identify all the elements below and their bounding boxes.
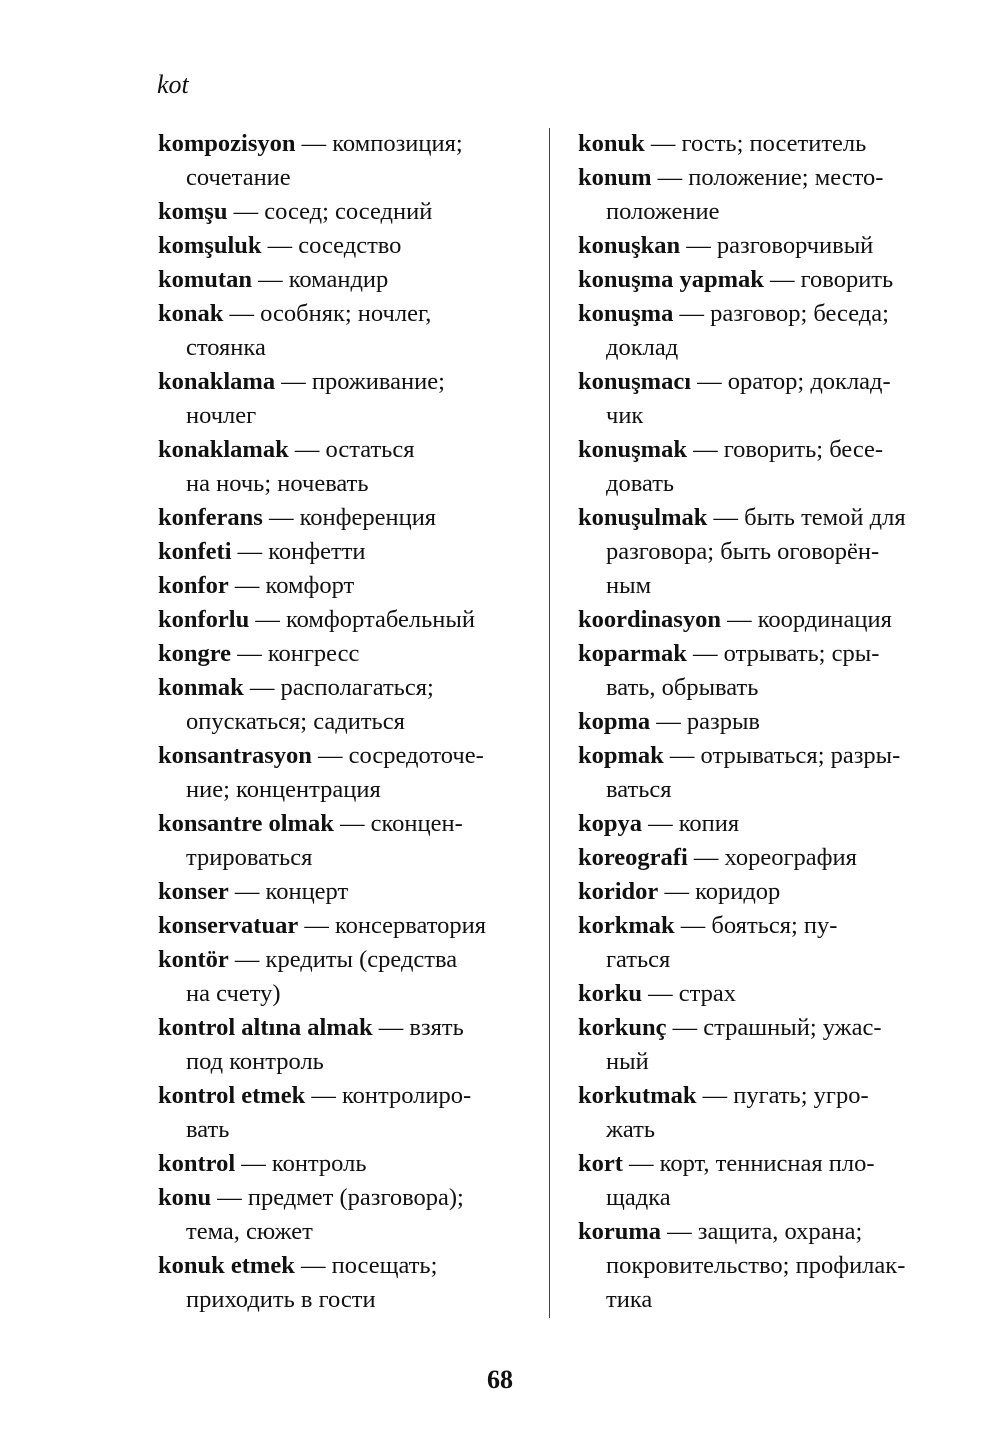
headword: konuk (578, 130, 645, 157)
definition-text: сочетание (186, 164, 291, 191)
dictionary-entry (158, 1249, 530, 1317)
entry-continuation-line (578, 569, 958, 603)
entry-first-line (578, 263, 958, 297)
definition-text: на ночь; ночевать (186, 470, 369, 497)
dictionary-entry (158, 807, 530, 875)
definition-text: — страшный; ужас- (672, 1014, 882, 1041)
definition-text: — сосредоточе- (317, 742, 484, 769)
dictionary-entry (578, 263, 958, 297)
headword: konum (578, 164, 652, 191)
definition-text: чик (606, 402, 644, 429)
entry-first-line (158, 943, 530, 977)
entry-first-line (158, 297, 530, 331)
entry-first-line (578, 433, 958, 467)
dictionary-entry (158, 1079, 530, 1147)
dictionary-entry (578, 501, 958, 603)
definition-text: — гость; посетитель (650, 130, 867, 157)
headword: kontrol altına almak (158, 1014, 373, 1041)
entry-first-line (158, 603, 530, 637)
dictionary-entry (158, 127, 530, 195)
headword: koridor (578, 878, 659, 905)
dictionary-entry (578, 1147, 958, 1215)
definition-text: — корт, теннисная пло- (629, 1150, 875, 1177)
entry-first-line (578, 1215, 958, 1249)
headword: konferans (158, 504, 263, 531)
definition-text: — разговорчивый (686, 232, 874, 259)
headword: konservatuar (158, 912, 299, 939)
entry-first-line (158, 637, 530, 671)
definition-text: — защита, охрана; (667, 1218, 863, 1245)
definition-text: — конгресс (237, 640, 360, 667)
entry-first-line (158, 807, 530, 841)
definition-text: — комфортабельный (255, 606, 475, 633)
entry-continuation-line (578, 1113, 958, 1147)
headword: konu (158, 1184, 212, 1211)
definition-text: вать (186, 1116, 230, 1143)
entry-first-line (578, 603, 958, 637)
dictionary-entry (158, 535, 530, 569)
headword: konfor (158, 572, 229, 599)
headword: konuşma (578, 300, 674, 327)
dictionary-entry (158, 671, 530, 739)
dictionary-entry (578, 297, 958, 365)
definition-text: — конфетти (237, 538, 366, 565)
dictionary-entry (158, 229, 530, 263)
definition-text: — концерт (234, 878, 349, 905)
entry-continuation-line (578, 1181, 958, 1215)
headword: kort (578, 1150, 623, 1177)
definition-text: трироваться (186, 844, 313, 871)
entry-first-line (158, 365, 530, 399)
entry-continuation-line (158, 1283, 530, 1317)
dictionary-entry (578, 433, 958, 501)
dictionary-entry (578, 705, 958, 739)
headword: kongre (158, 640, 232, 667)
definition-text: — контролиро- (311, 1082, 472, 1109)
definition-text: — конференция (268, 504, 437, 531)
definition-text: опускаться; садиться (186, 708, 405, 735)
definition-text: — говорить; бесе- (693, 436, 884, 463)
definition-text: — копия (648, 810, 740, 837)
entry-first-line (578, 1147, 958, 1181)
definition-text: — разрыв (656, 708, 761, 735)
headword: konser (158, 878, 229, 905)
entry-continuation-line (158, 841, 530, 875)
definition-text: — кредиты (средства (234, 946, 458, 973)
entry-continuation-line (158, 705, 530, 739)
entry-continuation-line (578, 1045, 958, 1079)
definition-text: гаться (606, 946, 671, 973)
entry-first-line (158, 1011, 530, 1045)
right-column (578, 127, 958, 1317)
dictionary-entry (158, 875, 530, 909)
definition-text: — располагаться; (249, 674, 434, 701)
definition-text: положение (606, 198, 720, 225)
headword: korkmak (578, 912, 675, 939)
dictionary-entry (578, 603, 958, 637)
entry-first-line (578, 705, 958, 739)
headword: koruma (578, 1218, 662, 1245)
headword: konuşkan (578, 232, 681, 259)
dictionary-entry (578, 1215, 958, 1317)
definition-text: щадка (606, 1184, 671, 1211)
definition-text: — сконцен- (339, 810, 463, 837)
dictionary-entry (158, 195, 530, 229)
dictionary-entry (578, 229, 958, 263)
definition-text: разговора; быть оговорён- (606, 538, 880, 565)
entry-continuation-line (158, 773, 530, 807)
entry-first-line (158, 909, 530, 943)
definition-text: ный (606, 1048, 649, 1075)
definition-text: — проживание; (281, 368, 445, 395)
entry-first-line (158, 535, 530, 569)
entry-continuation-line (158, 161, 530, 195)
dictionary-entry (158, 297, 530, 365)
definition-text: на счету) (186, 980, 281, 1007)
left-column (158, 127, 530, 1317)
definition-text: — оратор; доклад- (697, 368, 891, 395)
headword: komşu (158, 198, 228, 225)
definition-text: тема, сюжет (186, 1218, 313, 1245)
entry-first-line (578, 807, 958, 841)
dictionary-entry (158, 1147, 530, 1181)
headword: kopmak (578, 742, 664, 769)
page-number: 68 (487, 1365, 513, 1394)
headword: kompozisyon (158, 130, 296, 157)
dictionary-entry (158, 909, 530, 943)
definition-text: довать (606, 470, 675, 497)
entry-first-line (578, 365, 958, 399)
dictionary-entry (158, 637, 530, 671)
entry-first-line (578, 909, 958, 943)
dictionary-entry (578, 875, 958, 909)
dictionary-entry (578, 1011, 958, 1079)
definition-text: — коридор (664, 878, 781, 905)
entry-first-line (578, 501, 958, 535)
definition-text: ным (606, 572, 652, 599)
dictionary-entry (158, 943, 530, 1011)
entry-continuation-line (158, 331, 530, 365)
dictionary-entry (578, 909, 958, 977)
headword: konuk etmek (158, 1252, 295, 1279)
definition-text: — говорить (769, 266, 894, 293)
headword: korkunç (578, 1014, 667, 1041)
definition-text: ваться (606, 776, 672, 803)
entry-first-line (578, 1011, 958, 1045)
headword: konuşmak (578, 436, 687, 463)
dictionary-entry (578, 161, 958, 229)
dictionary-entry (578, 739, 958, 807)
entry-continuation-line (578, 1249, 958, 1283)
headword: kontrol (158, 1150, 236, 1177)
definition-text: — консерватория (304, 912, 487, 939)
definition-text: доклад (606, 334, 679, 361)
dictionary-entry (158, 1011, 530, 1079)
headword: korkutmak (578, 1082, 697, 1109)
entry-first-line (158, 263, 530, 297)
entry-first-line (578, 161, 958, 195)
headword: komşuluk (158, 232, 262, 259)
entry-first-line (578, 841, 958, 875)
entry-first-line (578, 297, 958, 331)
definition-text: вать, обрывать (606, 674, 759, 701)
dictionary-entry (578, 807, 958, 841)
entry-continuation-line (578, 1283, 958, 1317)
entry-first-line (158, 569, 530, 603)
entry-continuation-line (578, 195, 958, 229)
headword: kontrol etmek (158, 1082, 306, 1109)
dictionary-entry (578, 365, 958, 433)
entry-continuation-line (578, 943, 958, 977)
headword: konforlu (158, 606, 250, 633)
entry-first-line (158, 501, 530, 535)
entry-first-line (158, 195, 530, 229)
entry-first-line (578, 637, 958, 671)
entry-continuation-line (578, 399, 958, 433)
definition-text: — координация (727, 606, 892, 633)
definition-text: — сосед; соседний (233, 198, 433, 225)
entry-first-line (578, 229, 958, 263)
entry-first-line (158, 229, 530, 263)
headword: koreografi (578, 844, 688, 871)
entry-continuation-line (158, 399, 530, 433)
entry-first-line (158, 671, 530, 705)
definition-text: — бояться; пу- (680, 912, 838, 939)
headword: konak (158, 300, 224, 327)
definition-text: — взять (378, 1014, 464, 1041)
entry-continuation-line (578, 467, 958, 501)
dictionary-entry (578, 127, 958, 161)
entry-continuation-line (578, 331, 958, 365)
dictionary-entry (158, 739, 530, 807)
headword: konsantrasyon (158, 742, 312, 769)
definition-text: — комфорт (234, 572, 355, 599)
headword: korku (578, 980, 643, 1007)
definition-text: жать (606, 1116, 656, 1143)
definition-text: — особняк; ночлег, (229, 300, 432, 327)
definition-text: приходить в гости (186, 1286, 376, 1313)
entry-continuation-line (578, 535, 958, 569)
entry-continuation-line (158, 1045, 530, 1079)
headword: konaklama (158, 368, 276, 395)
definition-text: ние; концентрация (186, 776, 381, 803)
definition-text: — положение; место- (657, 164, 884, 191)
dictionary-entry (158, 603, 530, 637)
dictionary-entry (578, 841, 958, 875)
definition-text: — предмет (разговора); (217, 1184, 464, 1211)
definition-text: — командир (258, 266, 389, 293)
entry-continuation-line (578, 671, 958, 705)
headword: komutan (158, 266, 252, 293)
definition-text: — пугать; угро- (702, 1082, 869, 1109)
entry-first-line (158, 875, 530, 909)
entry-first-line (578, 127, 958, 161)
headword: konfeti (158, 538, 232, 565)
headword: konaklamak (158, 436, 289, 463)
definition-text: под контроль (186, 1048, 324, 1075)
headword: konsantre olmak (158, 810, 334, 837)
entry-first-line (158, 433, 530, 467)
definition-text: — посещать; (300, 1252, 438, 1279)
headword: konuşma yapmak (578, 266, 764, 293)
dictionary-entry (158, 263, 530, 297)
dictionary-entry (158, 1181, 530, 1249)
entry-first-line (578, 739, 958, 773)
definition-text: — разговор; беседа; (679, 300, 889, 327)
definition-text: тика (606, 1286, 653, 1313)
headword: konuşulmak (578, 504, 708, 531)
entry-first-line (158, 1249, 530, 1283)
entry-first-line (158, 1147, 530, 1181)
dictionary-entry (578, 1079, 958, 1147)
definition-text: — соседство (267, 232, 402, 259)
headword: konuşmacı (578, 368, 692, 395)
dictionary-entry (158, 365, 530, 433)
entry-continuation-line (158, 977, 530, 1011)
definition-text: — страх (648, 980, 737, 1007)
entry-first-line (578, 977, 958, 1011)
entry-continuation-line (578, 773, 958, 807)
definition-text: покровительство; профилак- (606, 1252, 906, 1279)
dictionary-entry (158, 501, 530, 535)
entry-first-line (158, 127, 530, 161)
definition-text: стоянка (186, 334, 266, 361)
headword: kontör (158, 946, 229, 973)
headword: koordinasyon (578, 606, 721, 633)
entry-first-line (578, 875, 958, 909)
entry-first-line (158, 1181, 530, 1215)
headword: koparmak (578, 640, 687, 667)
entry-continuation-line (158, 1215, 530, 1249)
definition-text: — быть темой для (713, 504, 906, 531)
entry-continuation-line (158, 467, 530, 501)
definition-text: — отрываться; разры- (669, 742, 901, 769)
headword: konmak (158, 674, 244, 701)
dictionary-entry (158, 569, 530, 603)
entry-first-line (158, 739, 530, 773)
entry-continuation-line (158, 1113, 530, 1147)
definition-text: — остаться (294, 436, 415, 463)
running-head: kot (157, 70, 189, 99)
headword: kopya (578, 810, 643, 837)
entry-first-line (158, 1079, 530, 1113)
definition-text: — хореография (693, 844, 857, 871)
definition-text: — композиция; (301, 130, 463, 157)
definition-text: ночлег (186, 402, 257, 429)
column-divider (549, 128, 550, 1318)
entry-first-line (578, 1079, 958, 1113)
dictionary-entry (158, 433, 530, 501)
dictionary-entry (578, 977, 958, 1011)
dictionary-entry (578, 637, 958, 705)
headword: kopma (578, 708, 651, 735)
definition-text: — контроль (241, 1150, 367, 1177)
definition-text: — отрывать; сры- (693, 640, 880, 667)
